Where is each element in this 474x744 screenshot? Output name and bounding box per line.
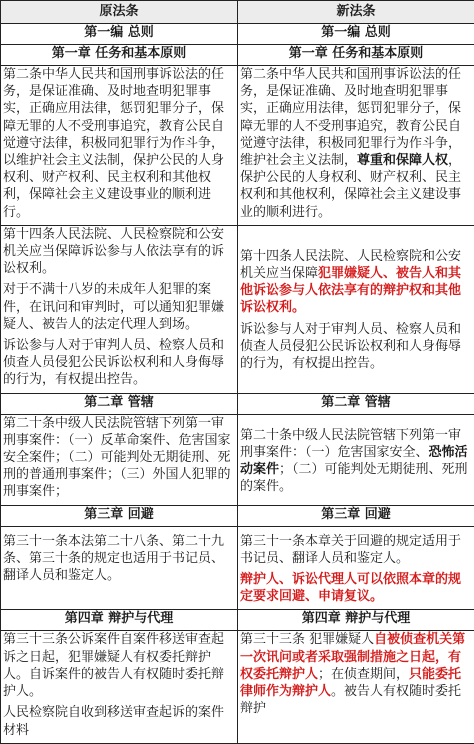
article-text: 诉讼参与人对于审判人员、检察人员和侦查人员侵犯公民诉讼权利和人身侮辱的行为，有权提出控告。: [240, 321, 472, 373]
part-title-new: 第一编 总则: [238, 24, 474, 45]
article-text: 第三十一条本法第二十八条、第二十九条、第三十条的规定也适用于书记员、翻译人员和鉴定人。: [3, 533, 235, 585]
article-text: 第三十三条公诉案件自案件移送审查起诉之日起，犯罪嫌疑人有权委托辩护人。自诉案件的被告人有权随时委托辩护人。: [3, 631, 235, 700]
article-original: [1, 414, 238, 505]
chapter-title-new: 第三章 回避: [238, 505, 474, 526]
article-row: [1, 631, 474, 743]
column-header-new: 新法条: [238, 1, 474, 24]
article-new: [238, 66, 474, 226]
article-row: [1, 225, 474, 393]
part-title-original: 第一编 总则: [1, 24, 238, 45]
article-text: 对于不满十八岁的未成年人犯罪的案件，在讯问和审判时，可以通知犯罪嫌疑人、被告人的法定代理人到场。: [3, 281, 235, 333]
article-row: [1, 526, 474, 610]
chapter-title-original: 第四章 辩护与代理: [1, 610, 238, 631]
article-text: 人民检察院自收到移送审查起诉的案件材料: [3, 704, 235, 738]
chapter-title-original: 第三章 回避: [1, 505, 238, 526]
article-text: [240, 66, 472, 221]
column-header-row: [1, 1, 474, 24]
article-text: 第十四条人民法院、人民检察院和公安机关应当保障诉讼参与人依法享有的诉讼权利。: [3, 226, 235, 278]
amended-text: 犯罪嫌疑人、被告人和其他诉讼参与人依法享有的辩护权和其他诉讼权利。: [240, 266, 461, 315]
amended-text: 只能委托律师作为辩护人: [240, 667, 461, 699]
chapter-row: [1, 393, 474, 414]
article-text-segment: 第二条中华人民共和国刑事诉讼法的任务，是保证准确、及时地查明犯罪事实，正确应用法律，惩罚犯罪分子，保障无罪的人不受刑事追究，教育公民自觉遵守法律，积极同犯罪行为作斗争，维护社会主义法制，: [240, 67, 461, 168]
article-text: [240, 427, 472, 496]
article-text-segment: ；在侦查期间，: [318, 667, 409, 682]
amended-text: 尊重和保障人权: [357, 153, 448, 168]
article-new: [238, 225, 474, 393]
article-text-segment: ，保护公民的人身权利、财产权利、民主权利和其他权利，保障社会主义建设事业的顺利进行。: [240, 153, 461, 220]
article-text-segment: 第三十三条 犯罪嫌疑人: [240, 632, 374, 647]
article-text-segment: ；（二）可能判处无期徒刑、死刑的案件。: [240, 462, 468, 494]
article-new: [238, 414, 474, 505]
chapter-title-new: 第一章 任务和基本原则: [238, 45, 474, 66]
article-text: 第二十条中级人民法院管辖下列第一审刑事案件：（一）反革命案件、危害国家安全案件；（二）可能判处无期徒刑、死刑的普通刑事案件；（三）外国人犯罪的刑事案件；: [3, 415, 235, 501]
article-text: [240, 631, 472, 717]
article-text: 第二条中华人民共和国刑事诉讼法的任务，是保证准确、及时地查明犯罪事实，正确应用法律，惩罚犯罪分子，保障无罪的人不受刑事追究，教育公民自觉遵守法律，积极同犯罪行为作斗争，以维护社会主义法制，保护公民的人身权利、财产权利、民主权利和其他权利，保障社会主义建设事业的顺利进行。: [3, 66, 235, 221]
chapter-row: [1, 505, 474, 526]
article-text-segment: 第十四条人民法院、人民检察院和公安机关应当保障: [240, 249, 461, 281]
article-text-segment: 。被告人有权随时委托辩护: [240, 684, 461, 716]
article-original: [1, 526, 238, 610]
article-new: [238, 631, 474, 743]
amended-text: 辩护人、诉讼代理人可以依照本章的规定要求回避、申请复议。: [240, 571, 472, 605]
chapter-title-new: 第二章 管辖: [238, 393, 474, 414]
amended-text: 恐怖活动案件: [240, 445, 468, 477]
article-original: [1, 225, 238, 393]
article-text-segment: 第二十条中级人民法院管辖下列第一审刑事案件：（一）危害国家安全、: [240, 428, 461, 460]
article-text: 诉讼参与人对于审判人员、检察人员和侦查人员侵犯公民诉讼权利和人身侮辱的行为，有权提出控告。: [3, 337, 235, 389]
article-original: [1, 66, 238, 226]
amended-text: 自被侦查机关第一次讯问或者采取强制措施之日起，有权委托辩护人: [240, 632, 465, 681]
article-text: [240, 248, 472, 317]
article-text: 第三十一条本章关于回避的规定适用于书记员、翻译人员和鉴定人。: [240, 533, 472, 567]
chapter-title-new: 第四章 辩护与代理: [238, 610, 474, 631]
article-new: [238, 526, 474, 610]
chapter-row: [1, 45, 474, 66]
chapter-title-original: 第一章 任务和基本原则: [1, 45, 238, 66]
chapter-title-original: 第二章 管辖: [1, 393, 238, 414]
column-header-original: 原法条: [1, 1, 238, 24]
article-row: [1, 414, 474, 505]
article-original: [1, 631, 238, 743]
chapter-row: [1, 610, 474, 631]
part-row: [1, 24, 474, 45]
article-row: [1, 66, 474, 226]
